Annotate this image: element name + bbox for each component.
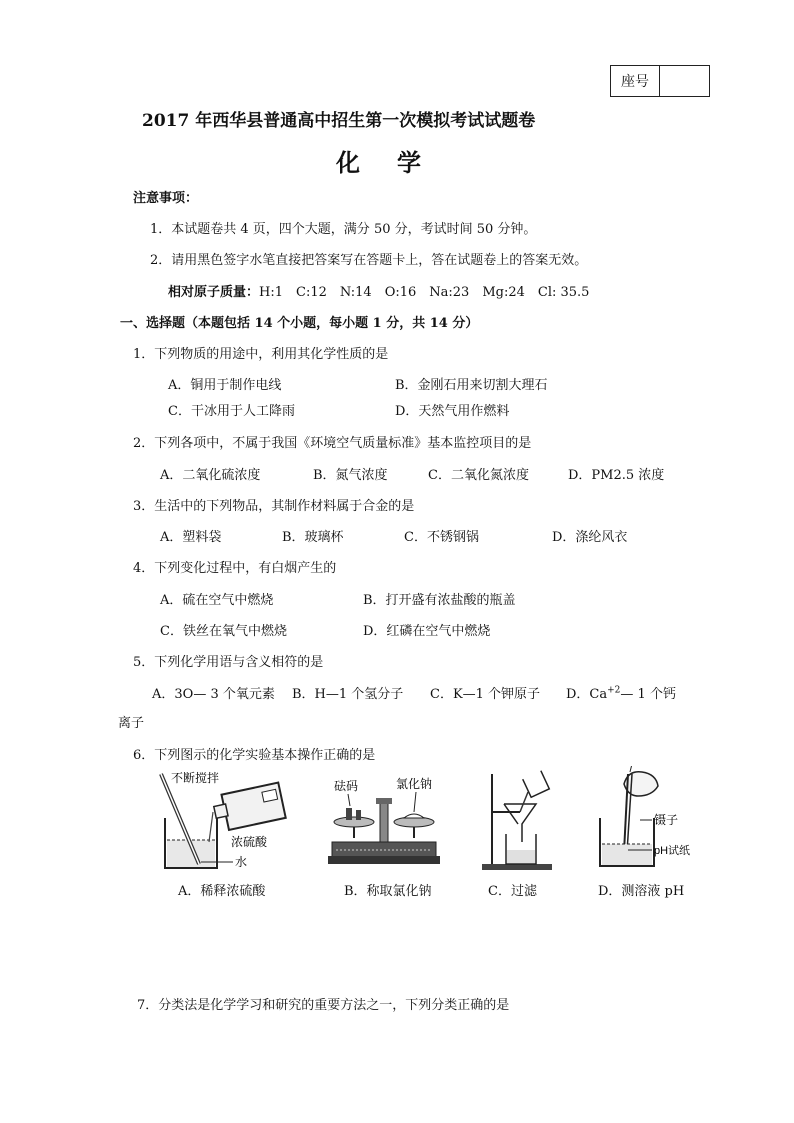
section-heading: 一、选择题（本题包括 14 个小题，每小题 1 分，共 14 分） <box>120 316 479 331</box>
q5-option-a: A．3O— 3 个氧元素 <box>152 687 275 702</box>
subject-char-1: 化 <box>336 148 360 177</box>
q5-option-c: C．K—1 个钾原子 <box>430 687 541 702</box>
q5-option-d-prefix: D．Ca <box>566 687 608 702</box>
q2-option-b: B．氮气浓度 <box>313 468 388 483</box>
q3-option-c: C．不锈钢锅 <box>404 530 479 545</box>
fig-a-stir-label: 不断搅拌 <box>171 771 220 785</box>
fig-b-weight-label: 砝码 <box>334 779 359 793</box>
q3-stem: 3．生活中的下列物品，其制作材料属于合金的是 <box>133 499 415 514</box>
q6-option-c: C．过滤 <box>488 884 537 899</box>
figure-filtration <box>478 768 558 872</box>
q4-option-d: D．红磷在空气中燃烧 <box>363 624 491 639</box>
q6-stem: 6．下列图示的化学实验基本操作正确的是 <box>133 748 376 763</box>
q4-option-a: A．硫在空气中燃烧 <box>160 593 274 608</box>
q2-option-d: D．PM2.5 浓度 <box>568 468 665 483</box>
q5-option-d-wrap: 离子 <box>118 716 145 731</box>
fig-d-paper-label: pH试纸 <box>654 845 691 857</box>
q6-option-a: A．稀释浓硫酸 <box>178 884 266 899</box>
q1-stem: 1．下列物质的用途中，利用其化学性质的是 <box>133 347 389 362</box>
seat-number-box <box>610 65 710 97</box>
q6-option-d: D．测溶液 pH <box>598 884 685 899</box>
q5-option-d-charge: +2 <box>607 685 621 696</box>
subject-char-2: 学 <box>397 148 421 177</box>
q5-option-b: B．H—1 个氢分子 <box>292 687 404 702</box>
q5-stem: 5．下列化学用语与含义相符的是 <box>133 655 324 670</box>
q2-option-a: A．二氧化硫浓度 <box>160 468 261 483</box>
q1-option-d: D．天然气用作燃料 <box>395 404 510 419</box>
q2-stem: 2．下列各项中，不属于我国《环境空气质量标准》基本监控项目的是 <box>133 436 532 451</box>
exam-title: 2017 年西华县普通高中招生第一次模拟考试试题卷 <box>142 111 536 131</box>
fig-d-tweezers-label: 镊子 <box>654 813 679 827</box>
q4-option-b: B．打开盛有浓盐酸的瓶盖 <box>363 593 516 608</box>
q6-option-b: B．称取氯化钠 <box>344 884 432 899</box>
fig-a-acid-label: 浓硫酸 <box>231 835 268 849</box>
seat-number-blank <box>660 66 709 96</box>
notes-item-2: 2．请用黑色签字水笔直接把答案写在答题卡上，答在试题卷上的答案无效。 <box>150 253 588 268</box>
q5-option-d-suffix: — 1 个钙 <box>620 687 676 702</box>
atomic-mass-line <box>168 281 589 300</box>
q4-option-c: C．铁丝在氧气中燃烧 <box>160 624 287 639</box>
fig-a-water-label: 水 <box>235 855 248 869</box>
seat-number-label: 座号 <box>611 66 660 96</box>
notes-item-1: 1．本试题卷共 4 页，四个大题，满分 50 分，考试时间 50 分钟。 <box>150 222 537 237</box>
q1-option-a: A．铜用于制作电线 <box>168 378 282 393</box>
q1-option-b: B．金刚石用来切割大理石 <box>395 378 548 393</box>
q7-stem: 7．分类法是化学学习和研究的重要方法之一，下列分类正确的是 <box>137 998 510 1013</box>
atomic-mass-label: 相对原子质量： <box>168 285 260 300</box>
q3-option-b: B．玻璃杯 <box>282 530 344 545</box>
q4-stem: 4．下列变化过程中，有白烟产生的 <box>133 561 337 576</box>
fig-b-salt-label: 氯化钠 <box>396 777 433 791</box>
notes-heading: 注意事项： <box>133 191 199 206</box>
q2-option-c: C．二氧化氮浓度 <box>428 468 529 483</box>
figure-balance <box>326 772 442 868</box>
q5-option-d <box>566 683 676 702</box>
atomic-mass-values: H:1 C:12 N:14 O:16 Na:23 Mg:24 Cl: 35.5 <box>259 285 590 300</box>
figure-dilute-acid <box>155 768 295 872</box>
q3-option-d: D．涤纶风衣 <box>552 530 628 545</box>
figure-ph-test <box>594 766 704 872</box>
q1-option-c: C．干冰用于人工降雨 <box>168 404 295 419</box>
q3-option-a: A．塑料袋 <box>160 530 222 545</box>
